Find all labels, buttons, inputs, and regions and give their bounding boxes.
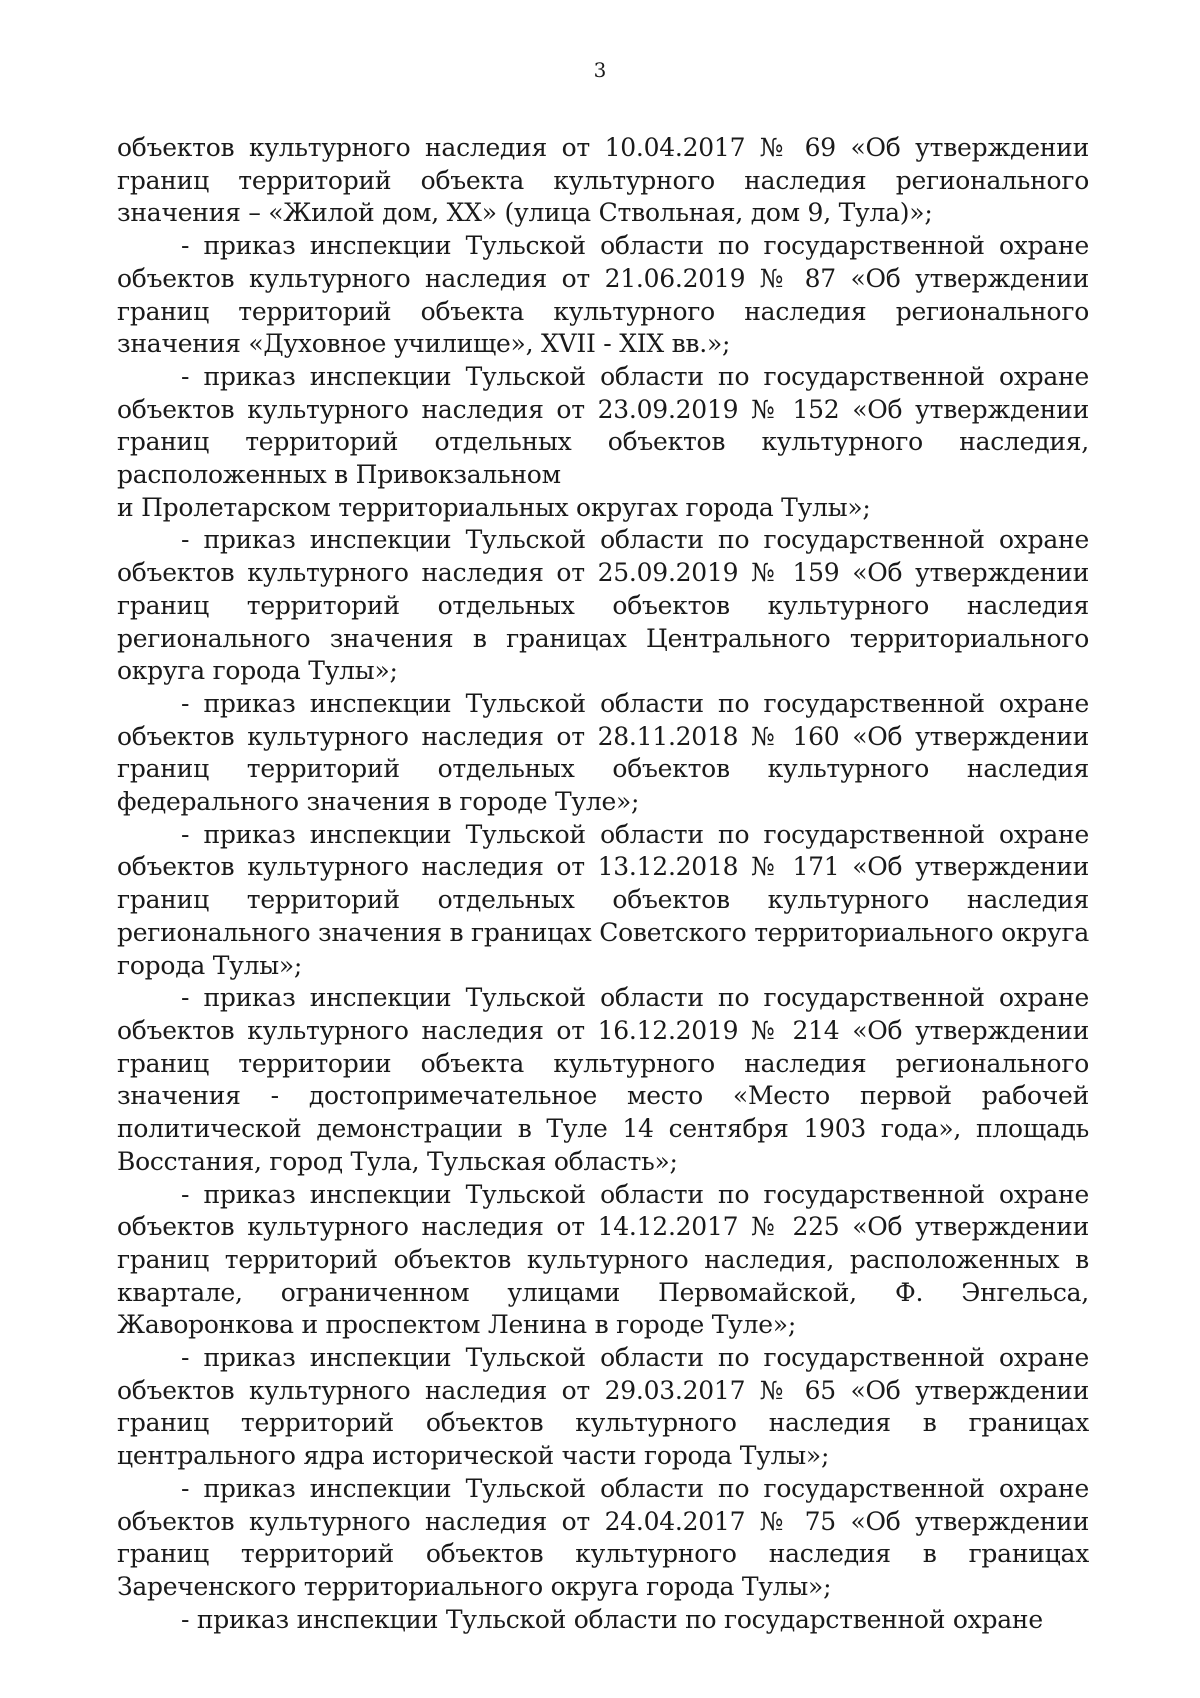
paragraph: объектов культурного наследия от 10.04.2017 № 69 «Об утверждении границ территорий объекта культурного наследия регионального значения – «Жилой дом, XX» (улица Ствольная, дом 9, Тула)»; bbox=[117, 133, 1089, 228]
document-body bbox=[117, 132, 1089, 1636]
paragraph: - приказ инспекции Тульской области по государственной охране объектов культурного наследия от 24.04.2017 № 75 «Об утверждении границ территорий объектов культурного наследия в границах Зареченского территориального округа города Тулы»; bbox=[117, 1473, 1089, 1601]
paragraph: - приказ инспекции Тульской области по государственной охране объектов культурного наследия от 21.06.2019 № 87 «Об утверждении границ территорий объекта культурного наследия регионального значения «Духовное училище», XVII - XIX вв.»; bbox=[117, 231, 1089, 359]
paragraph: и Пролетарском территориальных округах города Тулы»; bbox=[117, 492, 871, 522]
paragraph: - приказ инспекции Тульской области по государственной охране объектов культурного наследия от 23.09.2019 № 152 «Об утверждении границ территорий отдельных объектов культурного наследия, расположенных в Привокзальном bbox=[117, 361, 1089, 490]
page-number: 3 bbox=[593, 58, 607, 82]
paragraph: - приказ инспекции Тульской области по государственной охране объектов культурного наследия от 16.12.2019 № 214 «Об утверждении границ территории объекта культурного наследия регионального значения - достопримечательное место «Место первой рабочей политической демонстрации в Туле 14 сентября 1903 года», площадь Восстания, город Тула, Тульская область»; bbox=[117, 983, 1089, 1176]
paragraph: - приказ инспекции Тульской области по государственной охране объектов культурного наследия от 28.11.2018 № 160 «Об утверждении границ территорий отдельных объектов культурного наследия федерального значения в городе Туле»; bbox=[117, 688, 1089, 817]
paragraph: - приказ инспекции Тульской области по государственной охране объектов культурного наследия от 13.12.2018 № 171 «Об утверждении границ территорий отдельных объектов культурного наследия регионального значения в границах Советского территориального округа города Тулы»; bbox=[117, 819, 1089, 980]
paragraph: - приказ инспекции Тульской области по государственной охране объектов культурного наследия от 25.09.2019 № 159 «Об утверждении границ территорий отдельных объектов культурного наследия регионального значения в границах Центрального территориального округа города Тулы»; bbox=[117, 525, 1089, 686]
paragraph: - приказ инспекции Тульской области по государственной охране объектов культурного наследия от 29.03.2017 № 65 «Об утверждении границ территорий объектов культурного наследия в границах центрального ядра исторической части города Тулы»; bbox=[117, 1343, 1089, 1471]
paragraph: - приказ инспекции Тульской области по государственной охране объектов культурного наследия от 14.12.2017 № 225 «Об утверждении границ территорий объектов культурного наследия, расположенных в квартале, ограниченном улицами Первомайской, Ф. Энгельса, Жаворонкова и проспектом Ленина в городе Туле»; bbox=[117, 1179, 1089, 1340]
paragraph: - приказ инспекции Тульской области по государственной охране bbox=[181, 1604, 1043, 1634]
